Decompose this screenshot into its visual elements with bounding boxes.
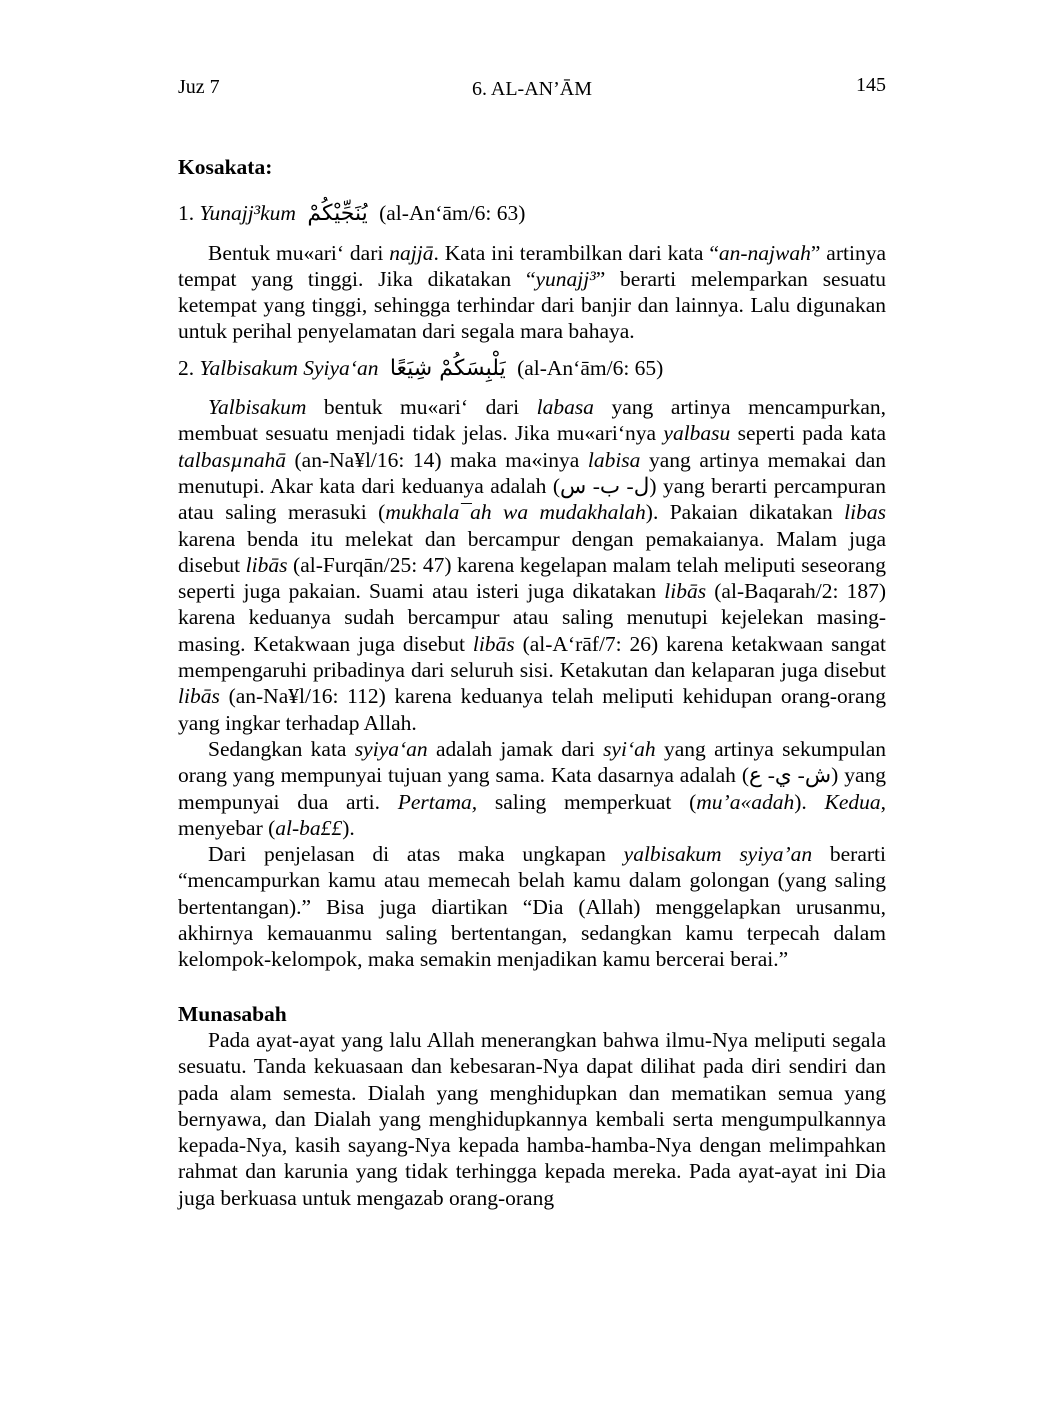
vocab-2-paragraph-1: Yalbisakum bentuk mu«ari‘ dari labasa yang artinya mencampurkan, membuat sesuatu menjadi tidak jelas. Jika mu«ari‘nya yalbasu seperti pada kata talbasµnahā (an-Na¥l/16: 14) maka ma«inya labisa yang artinya memakai dan menutupi. Akar kata dari keduanya adalah (ل- ب- س) yang berarti percampuran atau saling merasuki (mukhala¯ah wa mudakhalah). Pakaian dikatakan libas karena benda itu melekat dan bercampur dengan pemakaianya. Malam juga disebut libās (al-Furqān/25: 47) karena kegelapan malam telah meliputi seseorang seperti juga pakaian. Suami atau isteri juga dikatakan libās (al-Baqarah/2: 187) karena keduanya sudah bercampur atau saling menutupi kejelekan masing-masing. Ketakwaan juga disebut libās (al-A‘rāf/7: 26) karena ketakwaan sangat mempengaruhi pribadinya dari seluruh sisi. Ketakutan dan kelaparan juga disebut libās (an-Na¥l/16: 112) karena keduanya telah meliputi kehidupan orang-orang yang ingkar terhadap Allah. [178, 395, 887, 735]
vocab-number: 1. [178, 201, 195, 226]
page-number: 145 [856, 74, 886, 96]
vocab-item-2 [178, 355, 886, 382]
vocab-2-paragraph-3: Dari penjelasan di atas maka ungkapan yalbisakum syiya’an berarti “mencampurkan kamu atau memecah belah kamu dalam golongan (yang saling bertentangan).” Bisa juga diartikan “Dia (Allah) menggelapkan urusanmu, akhirnya kemauanmu saling bertentangan, sedangkan kamu terpecah dalam kelompok-kelompok, maka semakin menjadikan kamu bercerai berai.” [178, 842, 886, 972]
juz-label: Juz 7 [178, 76, 220, 98]
vocab-item-1 [178, 200, 886, 227]
arabic-term: يُنَجِّيْكُمْ [307, 201, 368, 227]
kosakata-heading: Kosakata: [178, 155, 273, 179]
vocab-term: Yalbisakum Syiya‘an [199, 355, 379, 380]
munasabah-paragraph: Pada ayat-ayat yang lalu Allah menerangkan bahwa ilmu-Nya meliputi segala sesuatu. Tanda kekuasaan dan kebesaran-Nya dapat dilihat pada diri sendiri dan pada alam semesta. Dialah yang menghidupkan dan mematikan semua yang bernyawa, dan Dialah yang menghidupkannya kembali serta mengumpulkannya kepada-Nya, kasih sayang-Nya kepada hamba-hamba-Nya dengan melimpahkan rahmat dan karunia yang tidak terhingga kepada mereka. Pada ayat-ayat ini Dia juga berkuasa untuk mengazab orang-orang [178, 1027, 886, 1210]
vocab-2-paragraph-2: Sedangkan kata syiya‘an adalah jamak dari syi‘ah yang artinya sekumpulan orang yang mempunyai tujuan yang sama. Kata dasarnya adalah (ش- ي- ع) yang mempunyai dua arti. Pertama, saling memperkuat (mu’a«adah). Kedua, menyebar (al-ba££). [178, 736, 886, 840]
page-header [178, 74, 886, 104]
arabic-term: يَلْبِسَكُمْ شِيَعًا [389, 355, 506, 381]
vocab-term: Yunajj³kum [199, 201, 296, 226]
vocab-number: 2. [178, 355, 195, 380]
page-body [178, 154, 886, 1211]
vocab-1-explanation: Bentuk mu«ari‘ dari najjā. Kata ini terambilkan dari kata “an-najwah” artinya tempat yang tinggi. Jika dikatakan “yunajj³” berarti melemparkan sesuatu ketempat yang tinggi, sehingga terhindar dari banjir dan lainnya. Lalu digunakan untuk perihal penyelamatan dari segala mara bahaya. [178, 240, 886, 344]
munasabah-heading: Munasabah [178, 1001, 287, 1026]
vocab-reference: (al-An‘ām/6: 63) [379, 201, 526, 226]
surah-title: 6. AL-AN’ĀM [472, 78, 592, 100]
vocab-reference: (al-An‘ām/6: 65) [517, 355, 664, 380]
